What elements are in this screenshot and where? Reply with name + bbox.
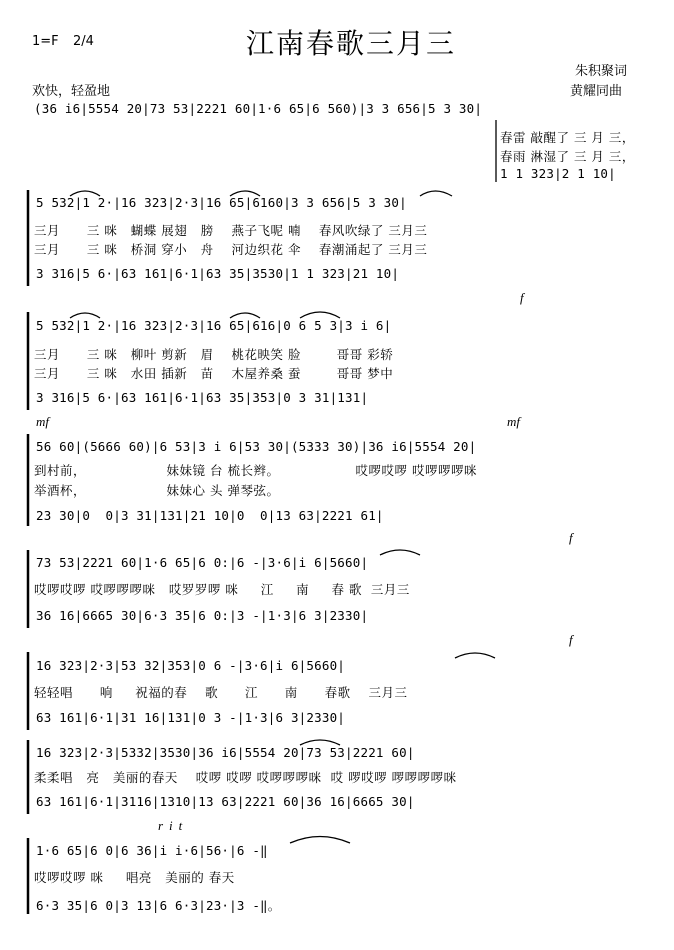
song-title: 江南春歌三月三 xyxy=(246,27,457,60)
system-5-bottom-notes: 36 16|6665 30|6·3 35|6 0:|3 -|1·3|6 3|2330| xyxy=(36,608,369,623)
system-3-dynamic-left: mf xyxy=(36,414,49,429)
tempo-marking: 欢快，轻盈地 xyxy=(32,84,111,99)
system-1-top-notes: (36 i6|5554 20|73 53|2221 60|1·6 65|6 560)|3 3 656|5 3 30| xyxy=(34,101,483,116)
system-3-lyric-verse-1: 三月 三 咪 柳叶 剪新 眉 桃花映笑 脸 哥哥 彩轿 xyxy=(34,347,394,362)
system-6-top-notes: 16 323|2·3|53 32|353|0 6 -|3·6|i 6|5660| xyxy=(36,658,346,673)
system-2-dynamic: f xyxy=(520,290,524,305)
system-2-lyric-verse-1: 三月 三 咪 蝴蝶 展翅 膀 燕子飞呢 喃 春风吹绿了 三月三 xyxy=(34,223,428,238)
tie-3 xyxy=(420,191,452,196)
system-5-lyric: 哎啰哎啰 哎啰啰啰咪 哎罗罗啰 咪 江 南 春 歌 三月三 xyxy=(34,582,410,597)
tie-6 xyxy=(300,312,340,318)
system-2-top-notes: 5 532|1 2·|16 323|2·3|16 65|6160|3 3 656|5 3 30| xyxy=(36,195,407,210)
system-4-lyric-verse-1: 到村前， 妹妹镜 台 梳长辫。 哎啰哎啰 哎啰啰啰咪 xyxy=(34,463,477,478)
system-1-bottom-notes: 1 1 323|2 1 10| xyxy=(500,166,616,181)
system-3-top-notes: 5 532|1 2·|16 323|2·3|16 65|616|0 6 5 3|3 i 6| xyxy=(36,318,392,333)
tie-9 xyxy=(300,740,340,745)
system-7-dynamic: rit xyxy=(158,818,189,833)
system-7-bottom-notes: 63 161|6·1|3116|1310|13 63|2221 60|36 16|6665 30| xyxy=(36,794,415,809)
tie-5 xyxy=(230,313,260,318)
tie-1 xyxy=(70,191,100,196)
system-6-bottom-notes: 63 161|6·1|31 16|131|0 3 -|1·3|6 3|2330| xyxy=(36,710,346,725)
system-7-lyric: 柔柔唱 亮 美丽的春天 哎啰 哎啰 哎啰啰啰咪 哎 啰哎啰 啰啰啰啰咪 xyxy=(34,770,457,785)
system-1-lyric-verse-2: 春雨 淋湿了 三 月 三， xyxy=(500,149,635,164)
system-5-top-notes: 73 53|2221 60|1·6 65|6 0:|6 -|3·6|i 6|5660| xyxy=(36,555,369,570)
system-8-lyric: 哎啰哎啰 咪 唱亮 美丽的 春天 xyxy=(34,870,235,885)
system-1-lyric-verse-1: 春雷 敲醒了 三 月 三， xyxy=(500,130,635,145)
system-2-bottom-notes: 3 316|5 6·|63 161|6·1|63 35|3530|1 1 323|21 10| xyxy=(36,266,400,281)
system-4-lyric-verse-2: 举酒杯， 妹妹心 头 弹琴弦。 xyxy=(34,483,280,498)
system-4-bottom-notes: 23 30|0 0|3 31|131|21 10|0 0|13 63|2221 61| xyxy=(36,508,384,523)
tie-8 xyxy=(455,653,495,658)
system-4-top-notes: 56 60|(5666 60)|6 53|3 i 6|53 30|(5333 30)|36 i6|5554 20| xyxy=(36,439,477,454)
system-7-top-notes: 16 323|2·3|5332|3530|36 i6|5554 20|73 53|2221 60| xyxy=(36,745,415,760)
key-signature: 1=F xyxy=(32,34,59,49)
system-3-bottom-notes: 3 316|5 6·|63 161|6·1|63 35|353|0 3 31|131| xyxy=(36,390,369,405)
system-4-dynamic: f xyxy=(569,530,573,545)
tie-4 xyxy=(70,313,100,318)
system-3-lyric-verse-2: 三月 三 咪 水田 插新 苗 木屋养桑 蚕 哥哥 梦中 xyxy=(34,366,394,381)
system-5-dynamic: f xyxy=(569,632,573,647)
lyricist-credit: 朱积聚词 xyxy=(575,64,628,79)
tie-2 xyxy=(230,191,260,196)
tie-7 xyxy=(380,550,420,555)
tie-10 xyxy=(290,837,350,844)
composer-credit: 黄耀同曲 xyxy=(570,84,623,99)
system-8-bottom-notes: 6·3 35|6 0|3 13|6 6·3|23·|3 -‖。 xyxy=(36,898,281,913)
system-6-lyric: 轻轻唱 响 祝福的春 歌 江 南 春歌 三月三 xyxy=(34,685,408,700)
time-signature: 2/4 xyxy=(73,34,94,49)
system-3-dynamic-right: mf xyxy=(507,414,520,429)
system-2-lyric-verse-2: 三月 三 咪 桥洞 穿小 舟 河边织花 伞 春潮涌起了 三月三 xyxy=(34,242,428,257)
system-8-top-notes: 1·6 65|6 0|6 36|i i·6|56·|6 -‖ xyxy=(36,843,268,858)
